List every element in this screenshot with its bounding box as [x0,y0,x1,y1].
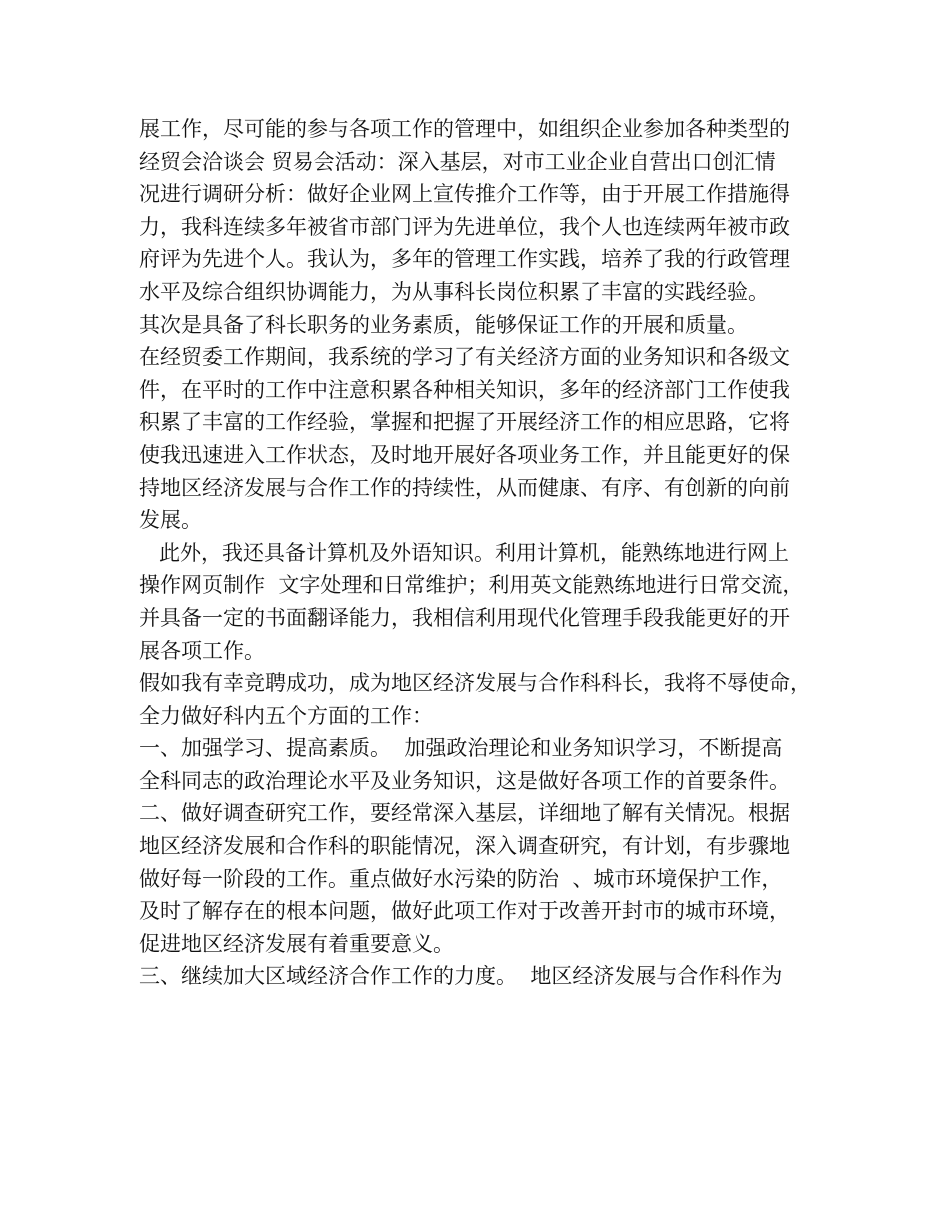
text-line: 经贸会洽谈会 贸易会活动：深入基层，对市工业企业自营出口创汇情 [139,149,776,174]
text-line: 展各项工作。 [139,638,265,663]
text-line: 发展。 [139,508,202,533]
text-line: 使我迅速进入工作状态，及时地开展好各项业务工作，并且能更好的保 [139,442,790,467]
text-line: 及时了解存在的根本问题，做好此项工作对于改善开封市的城市环境， [139,899,790,924]
text-line: 持地区经济发展与合作工作的持续性，从而健康、有序、有创新的向前 [139,475,790,500]
body-text [139,113,839,993]
text-line: 一、加强学习、提高素质。 加强政治理论和业务知识学习，不断提高 [139,736,783,761]
text-line: 假如我有幸竞聘成功，成为地区经济发展与合作科科长，我将不辱使命， [139,671,811,696]
text-line: 二、做好调查研究工作，要经常深入基层，详细地了解有关情况。根据 [139,801,790,826]
text-line: 件，在平时的工作中注意积累各种相关知识，多年的经济部门工作使我 [139,377,790,402]
text-line: 况进行调研分析：做好企业网上宣传推介工作等，由于开展工作措施得 [139,182,790,207]
text-line: 展工作，尽可能的参与各项工作的管理中，如组织企业参加各种类型的 [139,117,790,141]
text-line: 操作网页制作 文字处理和日常维护；利用英文能熟练地进行日常交流， [139,573,804,598]
text-line: 全力做好科内五个方面的工作： [139,703,433,728]
text-line: 全科同志的政治理论水平及业务知识，这是做好各项工作的首要条件。 [139,768,790,793]
text-line: 促进地区经济发展有着重要意义。 [139,931,454,956]
text-line: 三、继续加大区域经济合作工作的力度。 地区经济发展与合作科作为 [139,964,783,989]
text-line: 水平及综合组织协调能力，为从事科长岗位积累了丰富的实践经验。 [139,279,769,304]
text-line: 此外，我还具备计算机及外语知识。利用计算机，能熟练地进行网上 [139,540,790,565]
text-line: 其次是具备了科长职务的业务素质，能够保证工作的开展和质量。 [139,312,748,337]
text-line: 府评为先进个人。我认为，多年的管理工作实践，培养了我的行政管理 [139,247,790,272]
text-line: 做好每一阶段的工作。重点做好水污染的防治 、城市环境保护工作， [139,866,783,891]
text-line: 力，我科连续多年被省市部门评为先进单位，我个人也连续两年被市政 [139,214,790,239]
text-line: 在经贸委工作期间，我系统的学习了有关经济方面的业务知识和各级文 [139,345,790,370]
text-line: 积累了丰富的工作经验，掌握和把握了开展经济工作的相应思路，它将 [139,410,790,435]
text-line: 地区经济发展和合作科的职能情况，深入调查研究，有计划，有步骤地 [139,834,790,859]
text-line: 并具备一定的书面翻译能力，我相信利用现代化管理手段我能更好的开 [139,605,790,630]
